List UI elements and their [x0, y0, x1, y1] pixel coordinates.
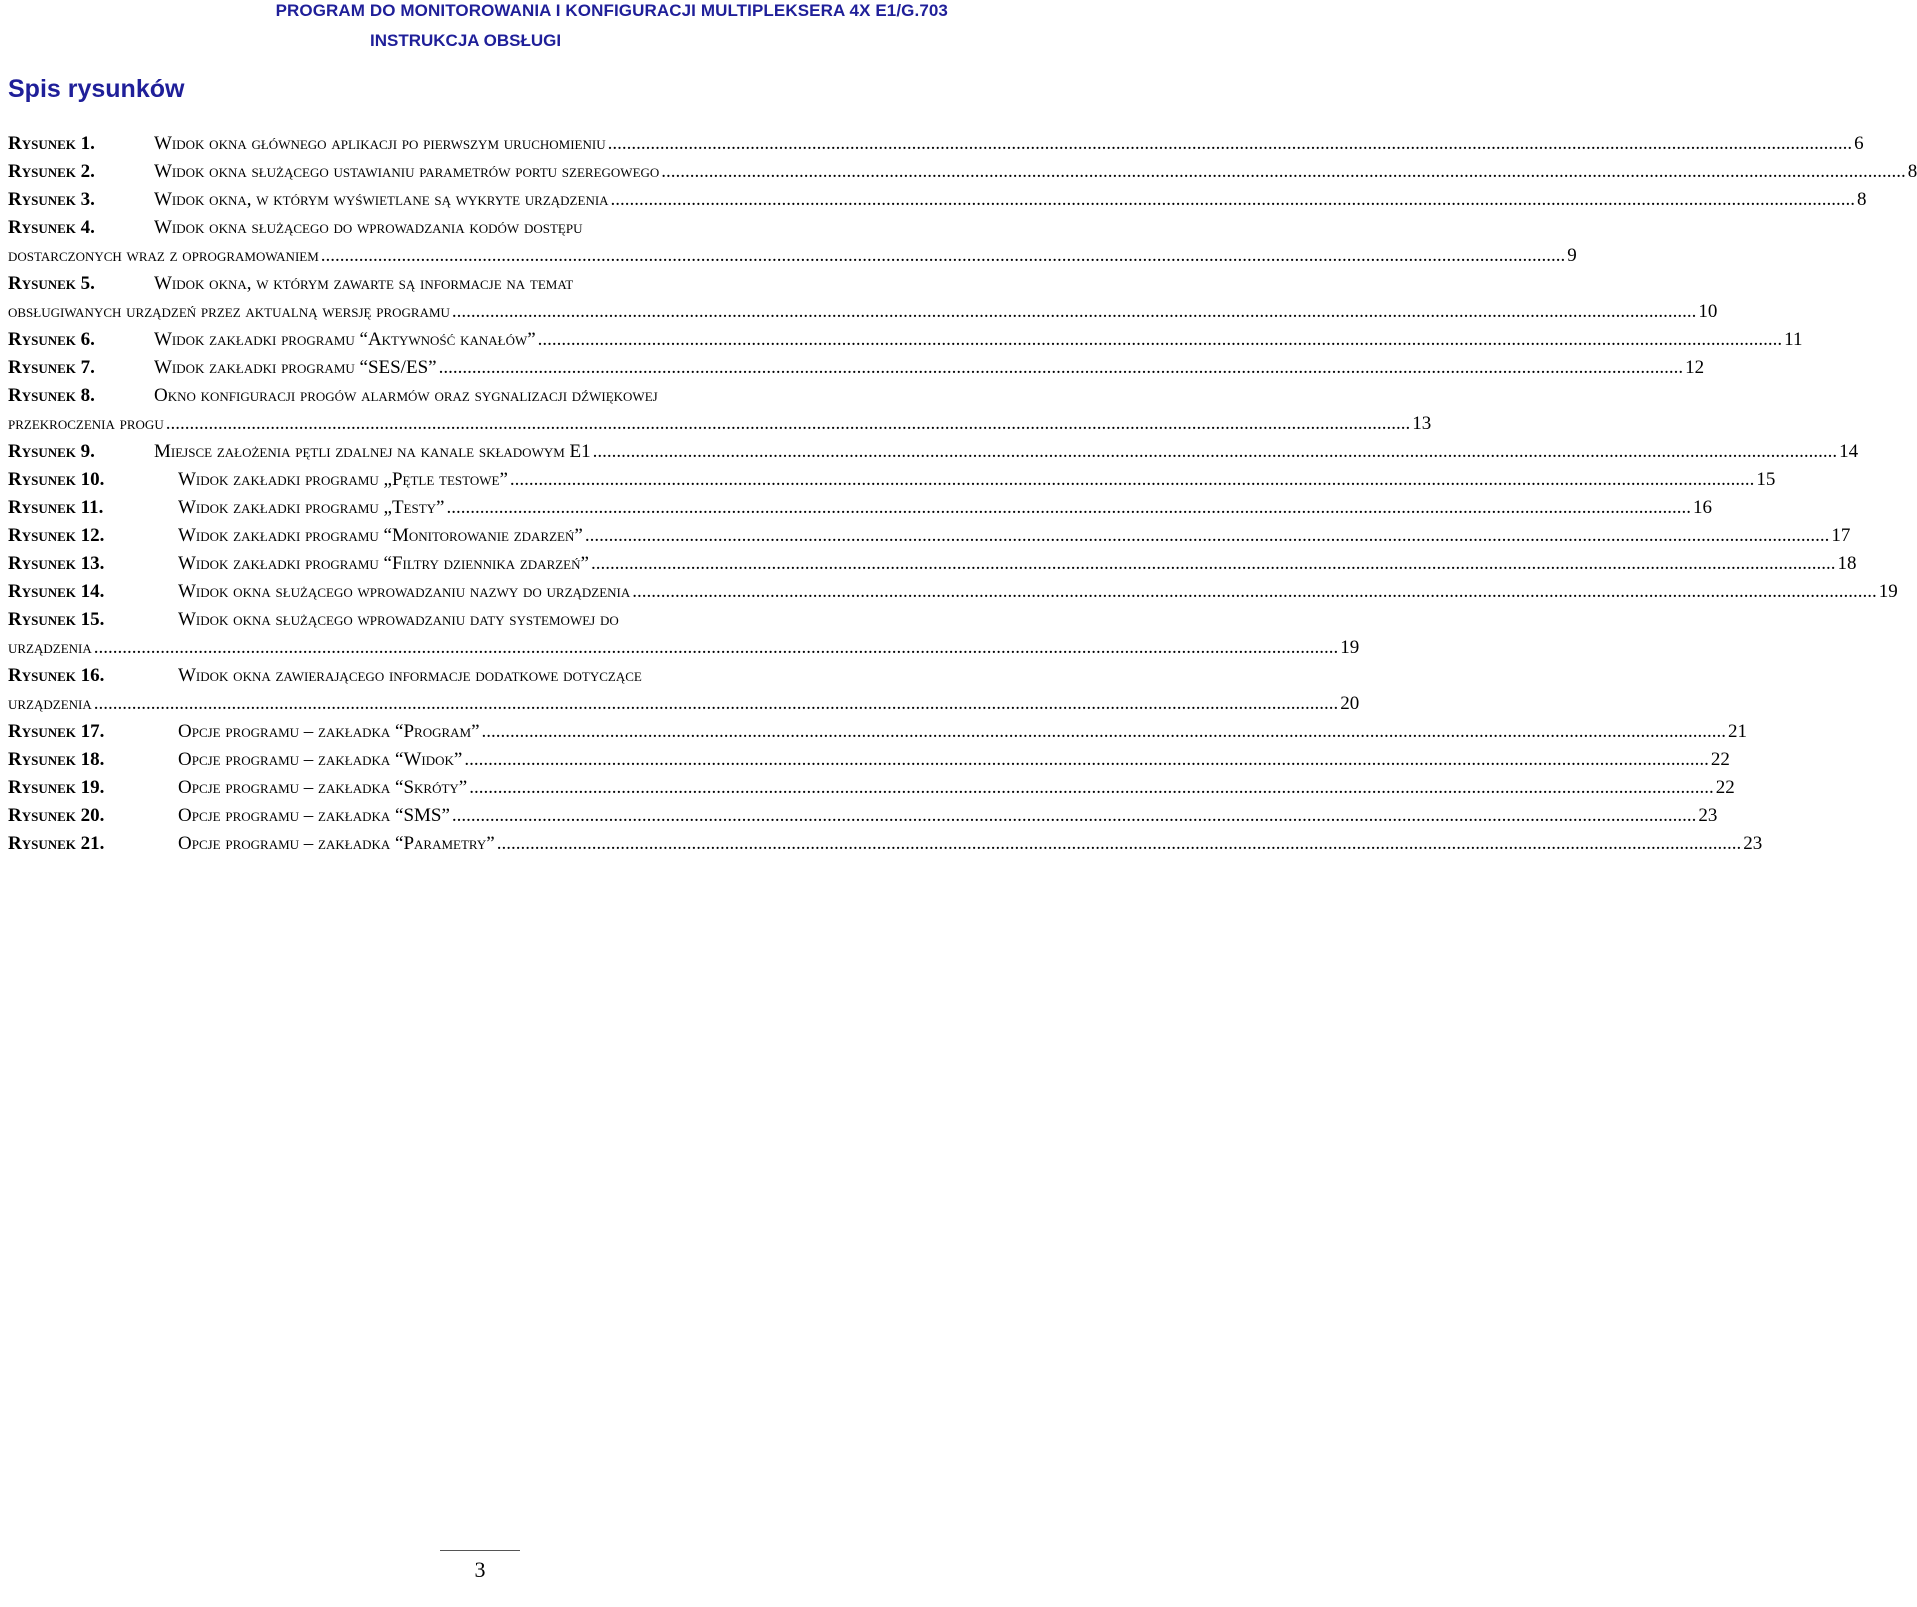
- figure-label: Rysunek 7.: [8, 357, 95, 378]
- figure-label: Rysunek 17.: [8, 721, 105, 742]
- toc-entry-continuation: [8, 690, 1360, 718]
- toc-entry[interactable]: [8, 578, 1898, 606]
- figure-caption-continued: urządzenia: [8, 693, 92, 714]
- figure-caption: Widok okna służącego do wprowadzania kodów dostępu: [154, 217, 583, 238]
- dot-leader: [321, 242, 1566, 270]
- figure-caption-continued: przekroczenia progu: [8, 413, 164, 434]
- figure-caption: Opcje programu – zakładka “Program”: [178, 721, 480, 742]
- page-ref[interactable]: 22: [1715, 777, 1735, 798]
- toc-entry[interactable]: [8, 522, 1851, 550]
- figure-label: Rysunek 19.: [8, 777, 105, 798]
- dot-leader: [585, 522, 1830, 550]
- toc-entry[interactable]: [8, 830, 1763, 858]
- figure-label: Rysunek 9.: [8, 441, 95, 462]
- dot-leader: [166, 410, 1411, 438]
- toc-entry[interactable]: [8, 438, 1859, 466]
- figure-list: [8, 130, 1917, 858]
- toc-entry-line: [8, 662, 952, 690]
- dot-leader: [661, 158, 1906, 186]
- toc-entry[interactable]: [8, 802, 1718, 830]
- figure-caption: Opcje programu – zakładka “Widok”: [178, 749, 463, 770]
- figure-caption: Widok zakładki programu “Aktywność kanałów”: [154, 329, 536, 350]
- figure-label: Rysunek 15.: [8, 609, 105, 630]
- header-program-title: PROGRAM DO MONITOROWANIA I KONFIGURACJI MULTIPLEKSERA 4X E1/G.703: [275, 1, 948, 20]
- figure-caption: Widok okna, w którym zawarte są informacje na temat: [154, 273, 574, 294]
- figure-label: Rysunek 4.: [8, 217, 95, 238]
- toc-entry[interactable]: [8, 466, 1776, 494]
- figure-caption-continued: obsługiwanych urządzeń przez aktualną wersję programu: [8, 301, 450, 322]
- toc-entry-line: [8, 746, 1730, 774]
- toc-entry-line: [8, 606, 952, 634]
- figure-label: Rysunek 16.: [8, 665, 105, 686]
- toc-entry-line: [8, 270, 952, 298]
- figure-caption: Widok okna służącego wprowadzaniu nazwy do urządzenia: [178, 581, 631, 602]
- toc-entry-line: [8, 326, 1803, 354]
- page-ref[interactable]: 8: [1907, 161, 1917, 182]
- figure-label: Rysunek 14.: [8, 581, 105, 602]
- header-manual-title: INSTRUKCJA OBSŁUGI: [370, 31, 562, 50]
- figure-label: Rysunek 12.: [8, 525, 105, 546]
- dot-leader: [464, 746, 1709, 774]
- dot-leader: [452, 802, 1697, 830]
- figure-caption: Widok zakładki programu „Testy”: [178, 497, 445, 518]
- figure-caption: Widok zakładki programu „Pętle testowe”: [178, 469, 508, 490]
- figure-label: Rysunek 3.: [8, 189, 95, 210]
- toc-entry[interactable]: [8, 214, 1577, 270]
- page-ref[interactable]: 10: [1698, 301, 1718, 322]
- dot-leader: [439, 354, 1684, 382]
- page-ref[interactable]: 15: [1756, 469, 1776, 490]
- figure-caption: Widok zakładki programu “SES/ES”: [154, 357, 437, 378]
- toc-entry[interactable]: [8, 606, 1360, 662]
- toc-entry[interactable]: [8, 354, 1705, 382]
- figure-label: Rysunek 5.: [8, 273, 95, 294]
- figure-caption: Widok okna, w którym wyświetlane są wykryte urządzenia: [154, 189, 609, 210]
- figure-caption-continued: urządzenia: [8, 637, 92, 658]
- toc-entry-line: [8, 130, 1864, 158]
- toc-entry[interactable]: [8, 662, 1360, 718]
- page-ref[interactable]: 17: [1831, 525, 1851, 546]
- dot-leader: [446, 494, 1691, 522]
- dot-leader: [538, 326, 1783, 354]
- toc-entry[interactable]: [8, 130, 1864, 158]
- page-ref[interactable]: 18: [1837, 553, 1857, 574]
- figure-caption: Widok okna służącego ustawianiu parametrów portu szeregowego: [154, 161, 660, 182]
- page-title: Spis rysunków: [8, 75, 185, 103]
- figure-caption: Opcje programu – zakładka “SMS”: [178, 805, 450, 826]
- dot-leader: [94, 690, 1339, 718]
- page-ref[interactable]: 19: [1878, 581, 1898, 602]
- page-ref[interactable]: 6: [1854, 133, 1864, 154]
- dot-leader: [611, 186, 1856, 214]
- toc-entry-continuation: [8, 298, 1718, 326]
- figure-caption: Miejsce założenia pętli zdalnej na kanale składowym E1: [154, 441, 591, 462]
- dot-leader: [591, 550, 1836, 578]
- toc-entry-line: [8, 354, 1705, 382]
- page-number: 3: [474, 1557, 486, 1582]
- dot-leader: [452, 298, 1697, 326]
- figure-label: Rysunek 18.: [8, 749, 105, 770]
- toc-entry-line: [8, 466, 1776, 494]
- figure-label: Rysunek 2.: [8, 161, 95, 182]
- toc-entry-line: [8, 438, 1859, 466]
- toc-entry[interactable]: [8, 158, 1917, 186]
- page-ref[interactable]: 22: [1710, 749, 1730, 770]
- toc-entry-line: [8, 382, 952, 410]
- toc-entry[interactable]: [8, 550, 1857, 578]
- toc-entry-continuation: [8, 242, 1577, 270]
- toc-entry-line: [8, 550, 1857, 578]
- figure-caption: Widok okna służącego wprowadzaniu daty systemowej do: [178, 609, 619, 630]
- page-ref[interactable]: 8: [1857, 189, 1867, 210]
- toc-entry-line: [8, 158, 1917, 186]
- dot-leader: [632, 578, 1877, 606]
- page-ref[interactable]: 23: [1698, 805, 1718, 826]
- dot-leader: [94, 634, 1339, 662]
- figure-caption: Widok zakładki programu “Filtry dziennika zdarzeń”: [178, 553, 589, 574]
- toc-entry-continuation: [8, 634, 1360, 662]
- toc-entry[interactable]: [8, 494, 1712, 522]
- figure-label: Rysunek 10.: [8, 469, 105, 490]
- page-ref[interactable]: 20: [1340, 693, 1360, 714]
- figure-caption: Opcje programu – zakładka “Skróty”: [178, 777, 468, 798]
- toc-entry-line: [8, 718, 1748, 746]
- dot-leader: [510, 466, 1755, 494]
- dot-leader: [497, 830, 1742, 858]
- toc-entry-line: [8, 802, 1718, 830]
- toc-entry-line: [8, 830, 1763, 858]
- toc-entry[interactable]: [8, 382, 1432, 438]
- page-footer: [0, 1550, 960, 1583]
- toc-entry-line: [8, 522, 1851, 550]
- toc-entry-line: [8, 774, 1735, 802]
- page-ref[interactable]: 23: [1743, 833, 1763, 854]
- toc-entry-continuation: [8, 410, 1432, 438]
- page-ref[interactable]: 21: [1728, 721, 1748, 742]
- figure-caption: Okno konfiguracji progów alarmów oraz sygnalizacji dźwiękowej: [154, 385, 658, 406]
- figure-label: Rysunek 6.: [8, 329, 95, 350]
- figure-caption-continued: dostarczonych wraz z oprogramowaniem: [8, 245, 319, 266]
- toc-entry[interactable]: [8, 718, 1748, 746]
- figure-label: Rysunek 8.: [8, 385, 95, 406]
- footer-divider: [440, 1550, 520, 1551]
- figure-label: Rysunek 1.: [8, 133, 95, 154]
- figure-caption: Widok okna zawierającego informacje dodatkowe dotyczące: [178, 665, 642, 686]
- page-ref[interactable]: 19: [1340, 637, 1360, 658]
- toc-entry-line: [8, 186, 1867, 214]
- page-ref[interactable]: 12: [1685, 357, 1705, 378]
- figure-label: Rysunek 13.: [8, 553, 105, 574]
- figure-caption: Widok okna głównego aplikacji po pierwszym uruchomieniu: [154, 133, 606, 154]
- toc-entry-line: [8, 494, 1712, 522]
- figure-label: Rysunek 11.: [8, 497, 104, 518]
- figure-caption: Opcje programu – zakładka “Parametry”: [178, 833, 495, 854]
- toc-entry-line: [8, 214, 952, 242]
- toc-entry[interactable]: [8, 746, 1730, 774]
- figure-label: Rysunek 20.: [8, 805, 105, 826]
- page-ref[interactable]: 13: [1412, 413, 1432, 434]
- dot-leader: [608, 130, 1853, 158]
- dot-leader: [593, 438, 1838, 466]
- figure-label: Rysunek 21.: [8, 833, 105, 854]
- page-ref[interactable]: 16: [1692, 497, 1712, 518]
- dot-leader: [482, 718, 1727, 746]
- toc-entry[interactable]: [8, 774, 1735, 802]
- running-header: [150, 0, 948, 52]
- page-ref[interactable]: 9: [1567, 245, 1577, 266]
- toc-entry[interactable]: [8, 270, 1718, 326]
- toc-entry[interactable]: [8, 326, 1803, 354]
- page-ref[interactable]: 11: [1784, 329, 1803, 350]
- figure-caption: Widok zakładki programu “Monitorowanie zdarzeń”: [178, 525, 583, 546]
- toc-entry[interactable]: [8, 186, 1867, 214]
- toc-entry-line: [8, 578, 1898, 606]
- dot-leader: [469, 774, 1714, 802]
- page-ref[interactable]: 14: [1839, 441, 1859, 462]
